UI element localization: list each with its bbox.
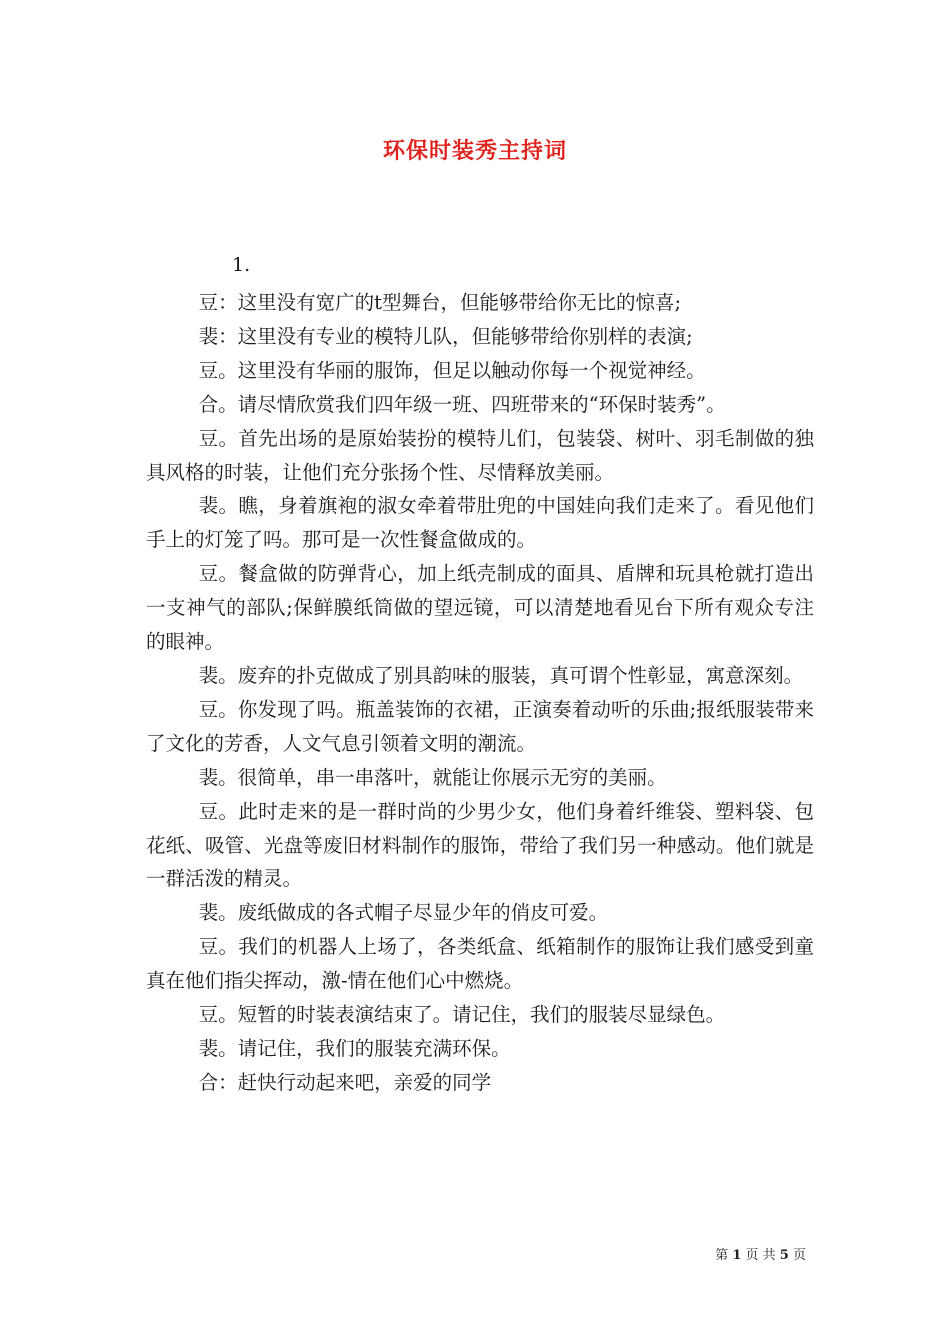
- footer-total-pages: 5: [779, 1248, 789, 1263]
- page-footer: [715, 1244, 806, 1263]
- paragraph: 合。请尽情欣赏我们四年级一班、四班带来的“环保时装秀”。: [198, 392, 726, 416]
- paragraph: 豆：这里没有宽广的t型舞台，但能够带给你无比的惊喜;: [198, 291, 682, 314]
- footer-suffix: 页: [792, 1248, 806, 1263]
- paragraph: 裴。瞧，身着旗袍的淑女牵着带肚兜的中国娃向我们走来了。看见他们手上的灯笼了吗。那可是一次性餐盒做成的。: [146, 494, 814, 552]
- document-title: 环保时装秀主持词: [382, 138, 567, 164]
- footer-page-number: 1: [732, 1248, 742, 1263]
- paragraph: 裴。废纸做成的各式帽子尽显少年的俏皮可爱。: [198, 901, 609, 925]
- paragraph: 裴。请记住，我们的服装充满环保。: [198, 1036, 511, 1060]
- paragraph: 豆。餐盒做的防弹背心，加上纸壳制成的面具、盾牌和玩具枪就打造出一支神气的部队;保鲜膜纸筒做的望远镜，可以清楚地看见台下所有观众专注的眼神。: [146, 562, 814, 654]
- paragraph: 裴：这里没有专业的模特儿队，但能够带给你别样的表演;: [198, 324, 693, 348]
- paragraph: 裴。废弃的扑克做成了别具韵味的服装，真可谓个性彰显，寓意深刻。: [198, 663, 804, 687]
- footer-prefix: 第: [715, 1248, 729, 1263]
- document-body: [146, 286, 814, 1100]
- paragraph: 豆。此时走来的是一群时尚的少男少女，他们身着纤维袋、塑料袋、包花纸、吸管、光盘等废旧材料制作的服饰，带给了我们另一种感动。他们就是一群活泼的精灵。: [146, 799, 814, 891]
- paragraph: 豆。短暂的时装表演结束了。请记住，我们的服装尽显绿色。: [198, 1003, 726, 1027]
- section-number: 1.: [232, 254, 251, 276]
- footer-middle: 页 共: [745, 1248, 776, 1263]
- paragraph: 豆。首先出场的是原始装扮的模特儿们，包装袋、树叶、羽毛制做的独具风格的时装，让他们充分张扬个性、尽情释放美丽。: [146, 426, 814, 484]
- paragraph: 豆。这里没有华丽的服饰，但足以触动你每一个视觉神经。: [198, 358, 706, 382]
- paragraph: 豆。你发现了吗。瓶盖装饰的衣裙，正演奏着动听的乐曲;报纸服装带来了文化的芳香，人文气息引领着文明的潮流。: [146, 697, 814, 755]
- paragraph: 裴。很简单，串一串落叶，就能让你展示无穷的美丽。: [198, 765, 667, 789]
- paragraph: 豆。我们的机器人上场了，各类纸盒、纸箱制作的服饰让我们感受到童真在他们指尖挥动，激-情在他们心中燃烧。: [146, 935, 814, 993]
- paragraph: 合：赶快行动起来吧，亲爱的同学: [198, 1070, 492, 1094]
